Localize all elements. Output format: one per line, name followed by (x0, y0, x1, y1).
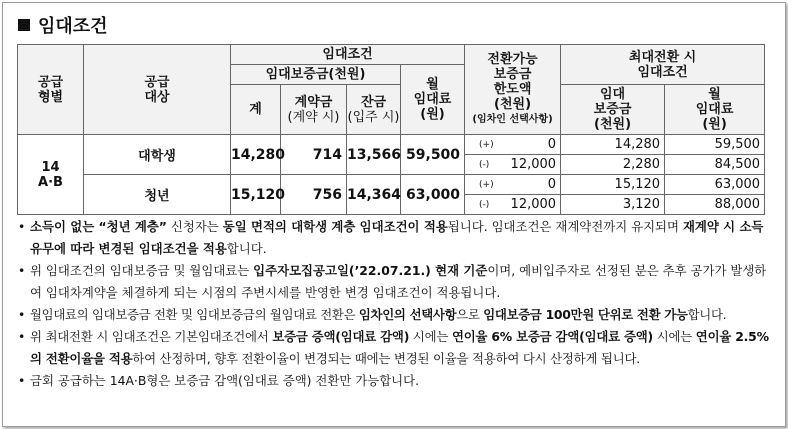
section-heading (18, 12, 108, 38)
rent-conditions-table (17, 44, 765, 215)
contract-cell: 714 (281, 135, 347, 175)
balance-cell: 13,566 (347, 135, 401, 175)
total-deposit-cell: 14,280 (231, 135, 281, 175)
header-supply-type: 공급 형별 (18, 45, 84, 135)
total-deposit-cell: 15,120 (231, 175, 281, 215)
max-deposit-cell: 14,280 (561, 135, 665, 155)
monthly-rent-cell: 63,000 (401, 175, 465, 215)
supply-type-cell: 14 A·B (18, 135, 84, 215)
max-deposit-cell: 2,280 (561, 155, 665, 175)
header-balance: 잔금 (입주 시) (347, 85, 401, 135)
header-convertible-limit: 전환가능 보증금 한도액 (천원) (임차인 선택사항) (465, 45, 561, 135)
convertible-cell: (+) 0 (465, 175, 561, 195)
note-item: • 위 임대조건의 임대보증금 및 월임대료는 입주자모집공고일(’22.07.21.) 현재 기준이며, 예비입주자로 선정된 분은 추후 공가가 발생하여 임대차계약을 체결하게 되는 시점의 주변시세를 반영한 변경 임대조건이 적용됩니다. (18, 260, 770, 304)
section-title: 임대조건 (38, 16, 108, 37)
header-contract: 계약금 (계약 시) (281, 85, 347, 135)
header-total: 계 (231, 85, 281, 135)
table-row (18, 175, 765, 195)
square-bullet-icon (18, 19, 30, 31)
header-monthly-rent: 월 임대료 (원) (401, 65, 465, 135)
convertible-cell: (+) 0 (465, 135, 561, 155)
notes-list (18, 216, 770, 392)
header-max-deposit: 임대 보증금 (천원) (561, 85, 665, 135)
header-max-monthly: 월 임대료 (원) (665, 85, 765, 135)
table-row (18, 135, 765, 155)
max-deposit-cell: 3,120 (561, 195, 665, 215)
header-rent-conditions: 임대조건 (231, 45, 465, 65)
note-item: • 소득이 없는 “청년 계층” 신청자는 동일 면적의 대학생 계층 임대조건이 적용됩니다. 임대조건은 재계약전까지 유지되며 재계약 시 소득 유무에 따라 변경된 임대조건을 적용합니다. (18, 216, 770, 260)
header-supply-target: 공급 대상 (84, 45, 231, 135)
balance-cell: 14,364 (347, 175, 401, 215)
contract-cell: 756 (281, 175, 347, 215)
max-deposit-cell: 15,120 (561, 175, 665, 195)
target-cell: 청년 (84, 175, 231, 215)
max-monthly-cell: 84,500 (665, 155, 765, 175)
note-item: • 금회 공급하는 14A·B형은 보증금 감액(임대료 증액) 전환만 가능합니다. (18, 370, 770, 392)
note-item: • 위 최대전환 시 임대조건은 기본임대조건에서 보증금 증액(임대료 감액) 시에는 연이율 6% 보증금 감액(임대료 증액) 시에는 연이율 2.5%의 전환이율을 적용하여 산정하며, 향후 전환이율이 변경되는 때에는 변경된 이율을 적용하여 다시 산정하게 됩니다. (18, 326, 770, 370)
note-item: • 월임대료의 임대보증금 전환 및 임대보증금의 월임대료 전환은 임차인의 선택사항으로 임대보증금 100만원 단위로 전환 가능합니다. (18, 304, 770, 326)
convertible-cell: (-) 12,000 (465, 155, 561, 175)
header-max-conversion: 최대전환 시 임대조건 (561, 45, 765, 85)
convertible-cell: (-) 12,000 (465, 195, 561, 215)
max-monthly-cell: 63,000 (665, 175, 765, 195)
max-monthly-cell: 59,500 (665, 135, 765, 155)
max-monthly-cell: 88,000 (665, 195, 765, 215)
monthly-rent-cell: 59,500 (401, 135, 465, 175)
target-cell: 대학생 (84, 135, 231, 175)
header-deposit-group: 임대보증금(천원) (231, 65, 401, 85)
